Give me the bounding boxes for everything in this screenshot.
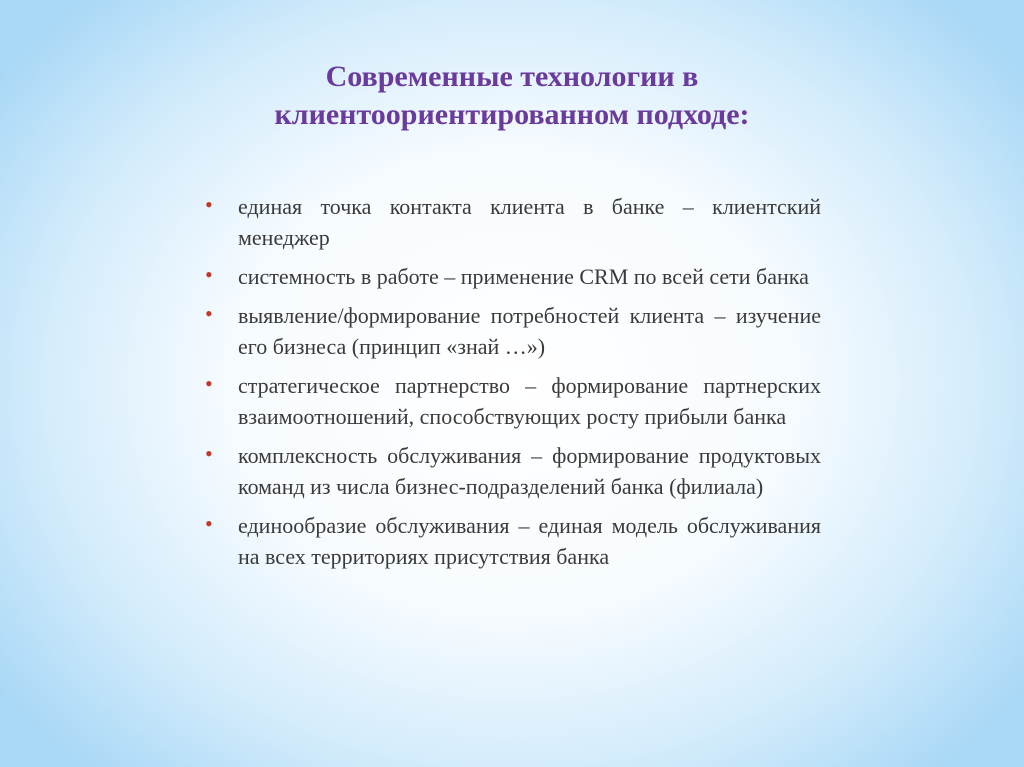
bullet-icon: • — [205, 301, 213, 326]
bullet-text: системность в работе – применение CRM по всей сети банка — [238, 264, 809, 289]
bullet-icon: • — [205, 511, 213, 536]
bullet-item — [205, 300, 821, 362]
slide-title: Современные технологии в клиентоориентированном подходе: — [274, 60, 750, 131]
bullet-item — [205, 510, 821, 572]
bullet-list — [205, 191, 821, 580]
bullet-text: комплексность обслуживания – формирование продуктовых команд из числа бизнес-подразделений банка (филиала) — [238, 443, 821, 499]
bullet-item — [205, 440, 821, 502]
bullet-icon: • — [205, 441, 213, 466]
bullet-icon: • — [205, 192, 213, 217]
bullet-icon: • — [205, 371, 213, 396]
bullet-item — [205, 370, 821, 432]
bullet-text: единообразие обслуживания – единая модель обслуживания на всех территориях присутствия банка — [238, 513, 821, 569]
bullet-item — [205, 191, 821, 253]
bullet-item — [205, 261, 821, 292]
bullet-text: стратегическое партнерство – формирование партнерских взаимоотношений, способствующих росту прибыли банка — [238, 373, 821, 429]
bullet-text: выявление/формирование потребностей клиента – изучение его бизнеса (принцип «знай …») — [238, 303, 821, 359]
bullet-text: единая точка контакта клиента в банке – клиентский менеджер — [238, 194, 821, 250]
bullet-icon: • — [205, 262, 213, 287]
